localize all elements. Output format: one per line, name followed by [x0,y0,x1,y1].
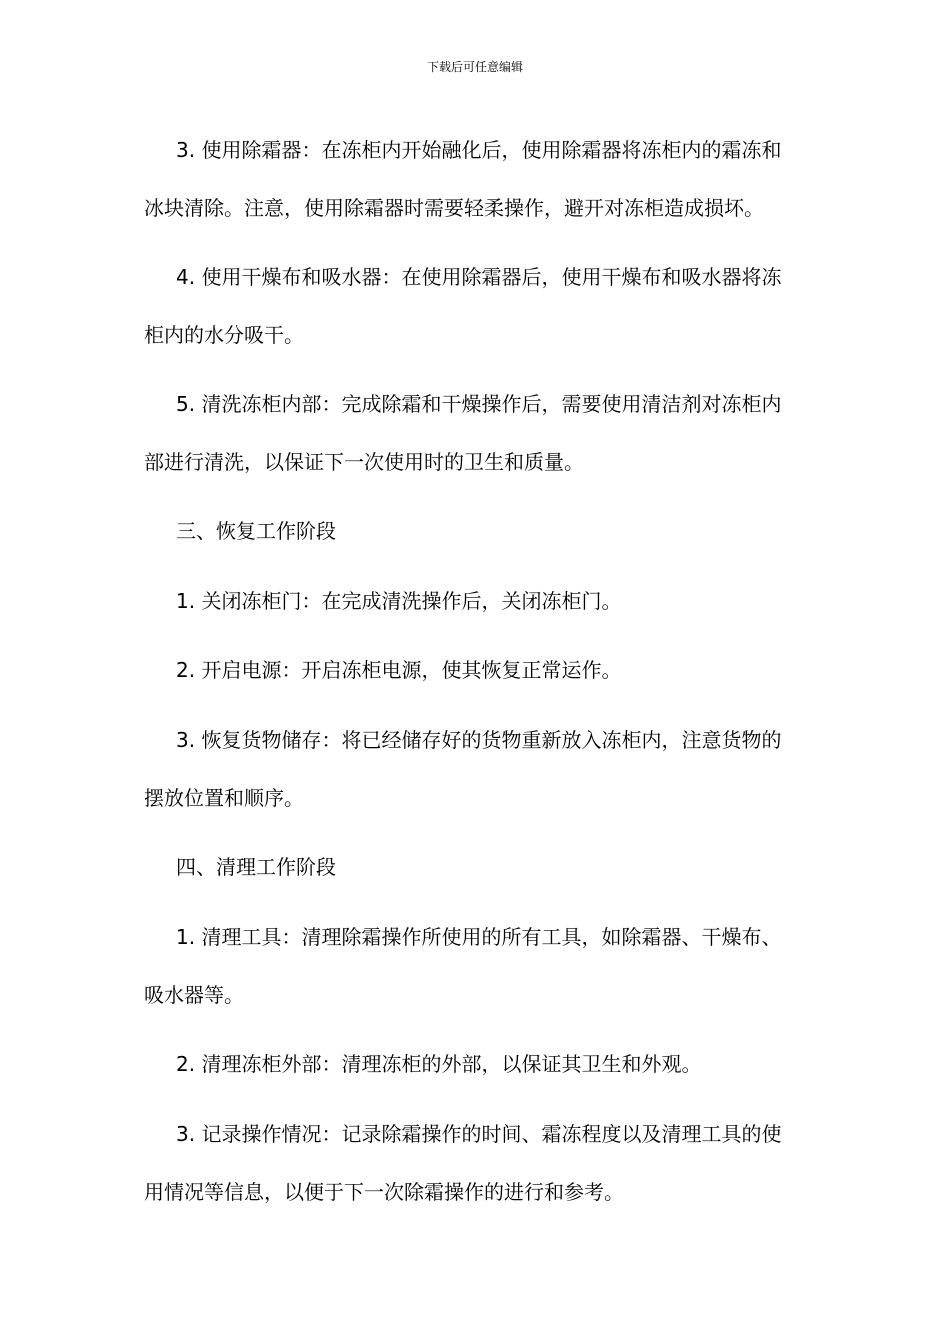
paragraph-line: 吸水器等。 [144,983,244,1007]
paragraph-line: 5. 清洗冻柜内部：完成除霜和干燥操作后，需要使用清洁剂对冻柜内 [176,392,782,416]
paragraph-line: 1. 清理工具：清理除霜操作所使用的所有工具，如除霜器、干燥布、 [176,925,782,949]
page-header: 下载后可任意编辑 [426,60,523,74]
paragraph-line: 3. 使用除霜器：在冻柜内开始融化后，使用除霜器将冻柜内的霜冻和 [176,138,782,162]
section-heading: 三、恢复工作阶段 [176,519,336,543]
paragraph-line: 2. 开启电源：开启冻柜电源，使其恢复正常运作。 [176,658,622,682]
paragraph-line: 3. 恢复货物储存：将已经储存好的货物重新放入冻柜内，注意货物的 [176,728,782,752]
section-heading: 四、清理工作阶段 [176,855,336,879]
paragraph-line: 部进行清洗，以保证下一次使用时的卫生和质量。 [144,450,584,474]
paragraph-line: 用情况等信息，以便于下一次除霜操作的进行和参考。 [144,1180,624,1204]
paragraph-line: 柜内的水分吸干。 [144,323,304,347]
paragraph-line: 摆放位置和顺序。 [144,786,304,810]
paragraph-line: 3. 记录操作情况：记录除霜操作的时间、霜冻程度以及清理工具的使 [176,1122,782,1146]
paragraph-line: 1. 关闭冻柜门：在完成清洗操作后，关闭冻柜门。 [176,589,622,613]
paragraph-line: 4. 使用干燥布和吸水器：在使用除霜器后，使用干燥布和吸水器将冻 [176,265,782,289]
paragraph-line: 2. 清理冻柜外部：清理冻柜的外部，以保证其卫生和外观。 [176,1052,702,1076]
paragraph-line: 冰块清除。注意，使用除霜器时需要轻柔操作，避开对冻柜造成损坏。 [144,196,764,220]
